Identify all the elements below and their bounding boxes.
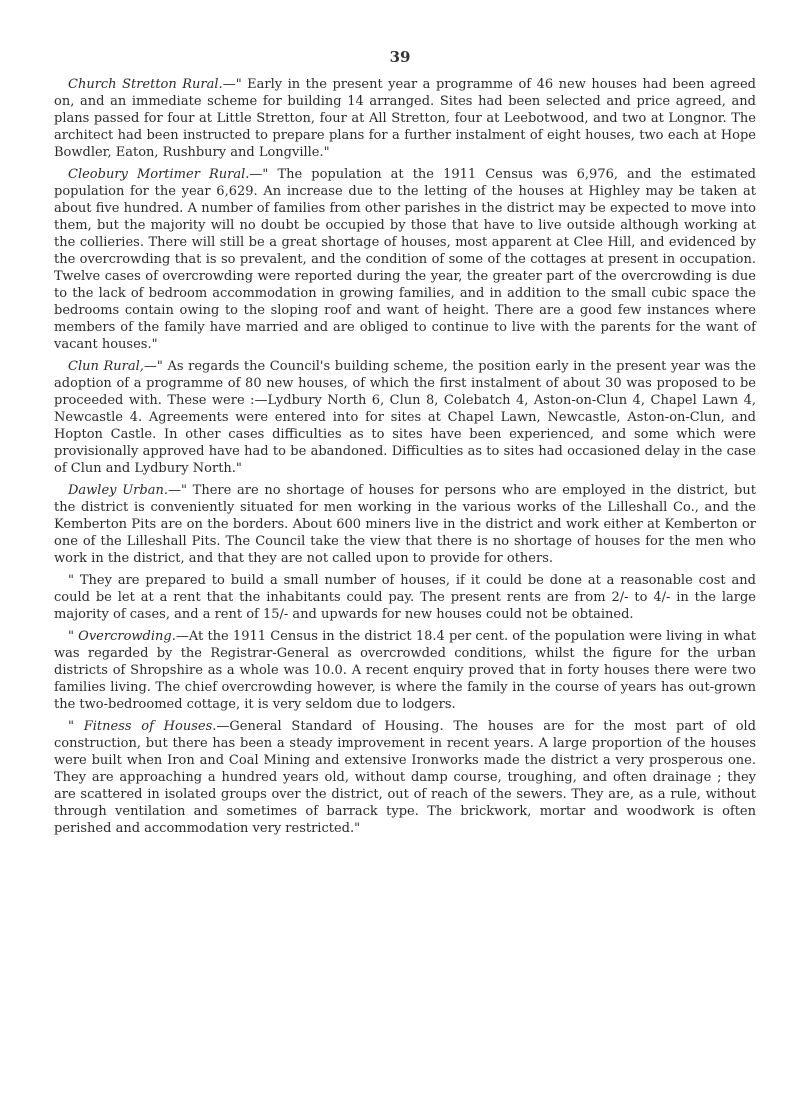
paragraph-heading: Clun Rural, <box>68 359 144 374</box>
paragraph-fitness-of-houses <box>54 718 756 837</box>
paragraph-text: " They are prepared to build a small number of houses, if it could be done at a reasonable cost and could be let at a rent that the inhabitants could pay. The present rents are from 2/- to 4/- in the large majority of cases, and a rent of 15/- and upwards for new houses could not be obtained. <box>54 573 756 622</box>
paragraph-text: —" The population at the 1911 Census was 6,976, and the estimated population for the year 6,629. An increase due to the letting of the houses at Highley may be taken at about five hundred. A number of families from other parishes in the district may be expected to move into them, but the majority will no doubt be occupied by those that have to live outside although working at the collieries. There will still be a great shortage of houses, most apparent at Clee Hill, and evidenced by the overcrowding that is so prevalent, and the condition of some of the cottages at present in occupation. Twelve cases of overcrowding were reported during the year, the greater part of the overcrowding is due to the lack of bedroom accommodation in growing families, and in addition to the small cubic space the bedrooms contain owing to the sloping roof and want of height. There are a good few instances where members of the family have married and are obliged to continue to live with the parents for the want of vacant houses." <box>54 167 756 352</box>
paragraph-heading: Church Stretton Rural. <box>68 77 223 92</box>
paragraph-dawley <box>54 482 756 567</box>
paragraph-rents <box>54 572 756 623</box>
page-body <box>54 76 756 842</box>
page-number: 39 <box>389 48 411 66</box>
paragraph-heading: Cleobury Mortimer Rural. <box>68 167 250 182</box>
paragraph-heading: " Fitness of Houses. <box>68 719 217 734</box>
paragraph-text: —At the 1911 Census in the district 18.4 per cent. of the population were living in what was regarded by the Registrar-General as overcrowded conditions, whilst the figure for the urban districts of Shropshire as a whole was 10.0. A recent enquiry proved that in forty houses there were two families living. The chief overcrowding however, is where the family in the course of years has out-grown the two-bedroomed cottage, it is very seldom due to lodgers. <box>54 629 757 712</box>
paragraph-heading: " Overcrowding. <box>68 629 176 644</box>
paragraph-text: —" There are no shortage of houses for persons who are employed in the district, but the district is conveniently situated for men working in the various works of the Lilleshall Co., and the Kemberton Pits are on the borders. About 600 miners live in the district and work either at Kemberton or one of the Lilleshall Pits. The Council take the view that there is no shortage of houses for the men who work in the district, and that they are not called upon to provide for others. <box>54 483 756 566</box>
paragraph-cleobury-mortimer <box>54 166 756 353</box>
paragraph-text: —" As regards the Council's building scheme, the position early in the present year was the adoption of a programme of 80 new houses, of which the first instalment of about 30 was proposed to be proceeded with. These were :—Lydbury North 6, Clun 8, Colebatch 4, Aston-on-Clun 4, Chapel Lawn 4, Newcastle 4. Agreements were entered into for sites at Chapel Lawn, Newcastle, Aston-on-Clun, and Hopton Castle. In other cases difficulties as to sites have been experienced, and some which were provisionally approved have had to be abandoned. Difficulties as to sites had occasioned delay in the case of Clun and Lydbury North." <box>54 359 756 476</box>
paragraph-overcrowding <box>54 628 756 713</box>
paragraph-heading: Dawley Urban. <box>68 483 168 498</box>
paragraph-text: —General Standard of Housing. The houses are for the most part of old construction, but there has been a steady improvement in recent years. A large proportion of the houses were built when Iron and Coal Mining and extensive Ironworks made the district a very prosperous one. They are approaching a hundred years old, without damp course, troughing, and often drainage ; they are scattered in isolated groups over the district, out of reach of the sewers. They are, as a rule, without through ventilation and sometimes of barrack type. The brickwork, mortar and woodwork is often perished and accommodation very restricted." <box>54 719 756 836</box>
paragraph-text: —" Early in the present year a programme of 46 new houses had been agreed on, and an immediate scheme for building 14 arranged. Sites had been selected and price agreed, and plans passed for four at Little Stretton, four at All Stretton, four at Leebotwood, and two at Longnor. The architect had been instructed to prepare plans for a further instalment of eight houses, two each at Hope Bowdler, Eaton, Rushbury and Longville." <box>54 77 756 160</box>
paragraph-church-stretton <box>54 76 756 161</box>
paragraph-clun <box>54 358 756 477</box>
